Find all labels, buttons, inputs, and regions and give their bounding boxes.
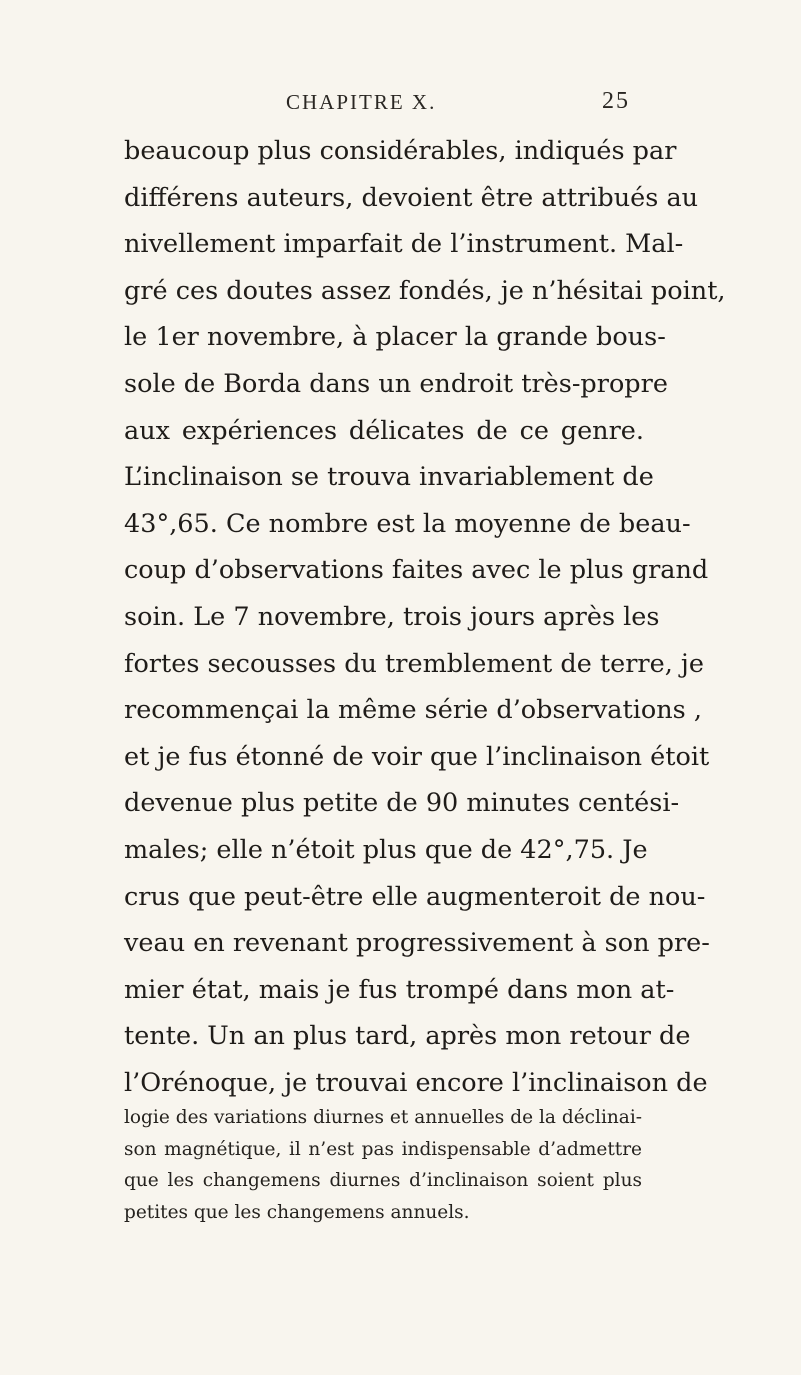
body-line: sole de Borda dans un endroit très-propre bbox=[124, 368, 668, 399]
footnote-line: son magnétique, il n’est pas indispensable d’admettre bbox=[124, 1138, 642, 1160]
footnote-line: petites que les changemens annuels. bbox=[124, 1201, 470, 1223]
body-line: et je fus étonné de voir que l’inclinaison étoit bbox=[124, 741, 710, 772]
body-line: beaucoup plus considérables, indiqués par bbox=[124, 136, 677, 166]
body-line: mier état, mais je fus trompé dans mon at- bbox=[124, 974, 675, 1005]
body-line: males; elle n’étoit plus que de 42°,75. Je bbox=[124, 834, 648, 865]
body-line: aux expériences délicates de ce genre. bbox=[124, 415, 644, 446]
chapter-title: CHAPITRE X. bbox=[286, 90, 437, 114]
body-line: devenue plus petite de 90 minutes centési- bbox=[124, 788, 680, 819]
footnote-line: que les changemens diurnes d’inclinaison soient plus bbox=[124, 1170, 642, 1191]
body-line: différens auteurs, devoient être attribués au bbox=[124, 182, 699, 213]
body-line: soin. Le 7 novembre, trois jours après les bbox=[124, 601, 660, 632]
body-line: l’Orénoque, je trouvai encore l’inclinaison de bbox=[124, 1067, 708, 1098]
body-line: gré ces doutes assez fondés, je n’hésitai point, bbox=[124, 275, 726, 306]
body-line: fortes secousses du tremblement de terre, je bbox=[124, 648, 704, 679]
body-line: nivellement imparfait de l’instrument. Mal- bbox=[124, 229, 684, 260]
body-line: 43°,65. Ce nombre est la moyenne de beau- bbox=[124, 508, 691, 539]
body-line: le 1er novembre, à placer la grande bous- bbox=[124, 322, 666, 353]
running-head bbox=[0, 90, 801, 120]
body-line: L’inclinaison se trouva invariablement de bbox=[124, 462, 654, 493]
page-number: 25 bbox=[602, 88, 630, 114]
body-line: veau en revenant progressivement à son pre- bbox=[124, 928, 710, 959]
body-line: crus que peut-être elle augmenteroit de nou- bbox=[124, 881, 706, 912]
body-line: recommençai la même série d’observations , bbox=[124, 695, 702, 726]
body-line: coup d’observations faites avec le plus grand bbox=[124, 555, 709, 586]
body-text bbox=[124, 128, 726, 1106]
footnote-line: logie des variations diurnes et annuelles de la déclinai- bbox=[124, 1107, 642, 1128]
body-line: tente. Un an plus tard, après mon retour de bbox=[124, 1021, 691, 1052]
footnote bbox=[124, 1102, 642, 1228]
